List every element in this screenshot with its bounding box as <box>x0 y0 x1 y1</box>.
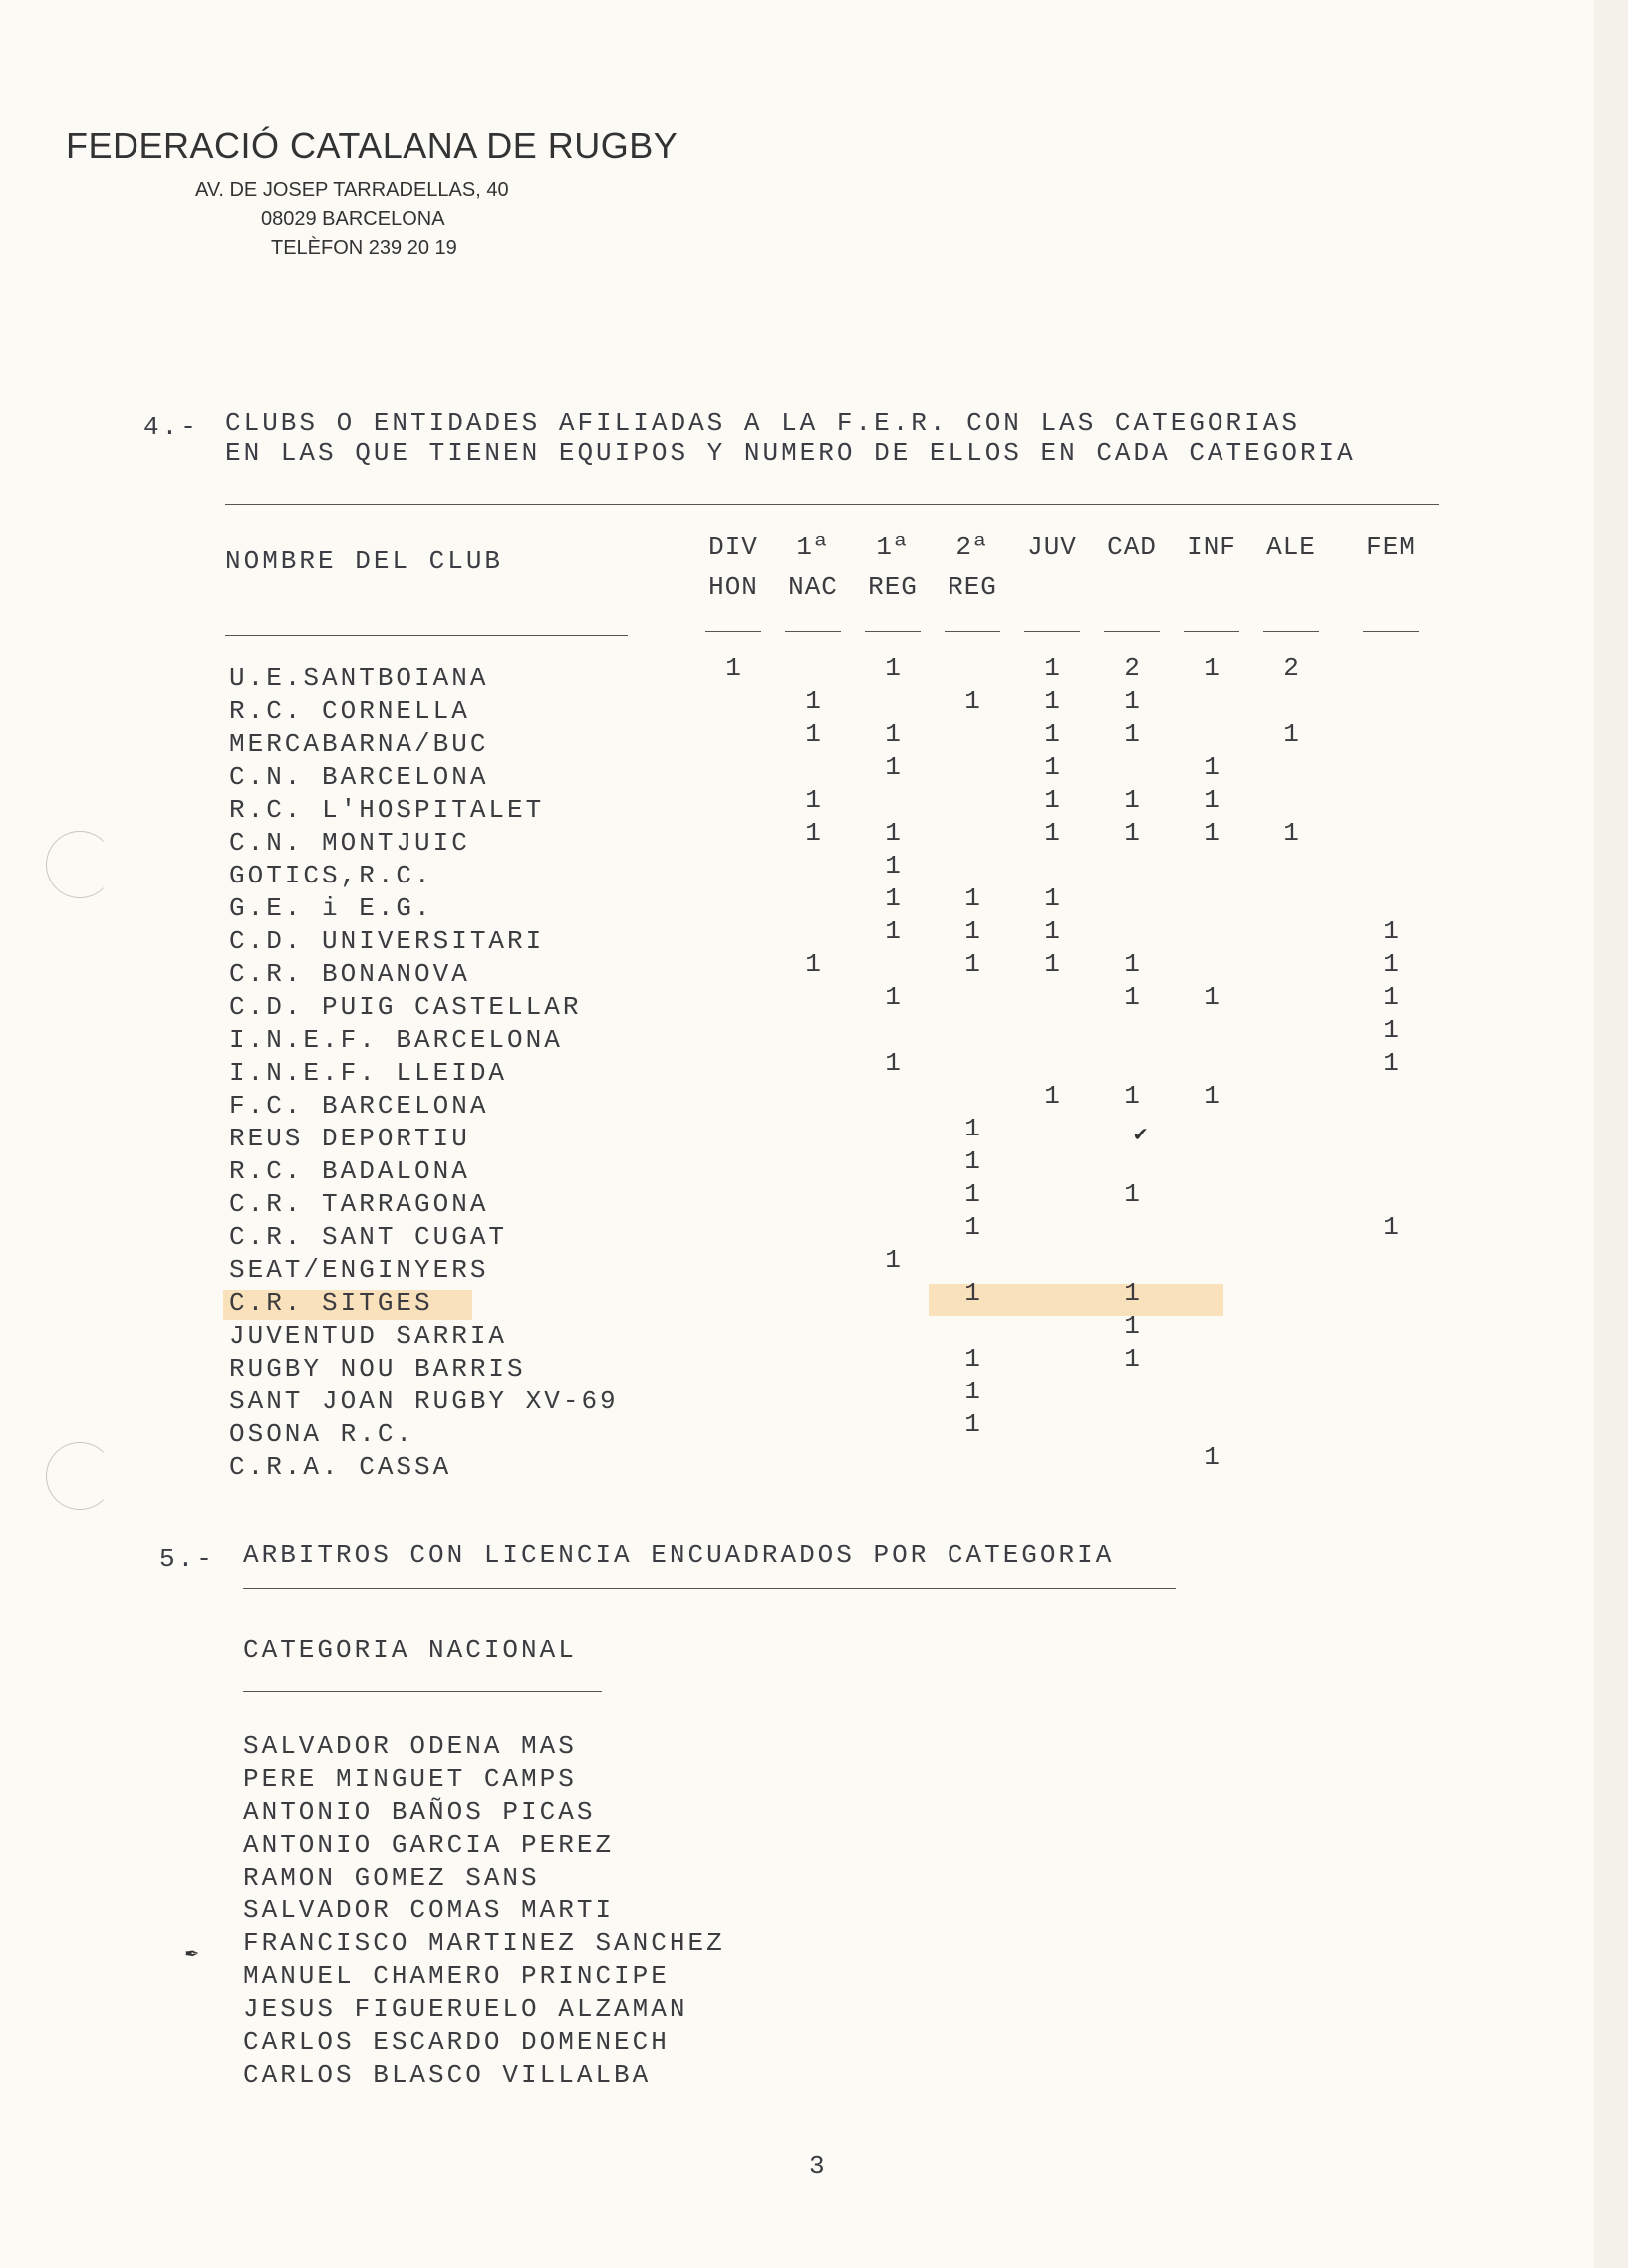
referee-name: PERE MINGUET CAMPS <box>243 1764 577 1794</box>
team-count: 1 <box>885 719 901 749</box>
team-count: 1 <box>805 686 821 716</box>
section5-number: 5.- <box>159 1544 215 1574</box>
club-name: SANT JOAN RUGBY XV-69 <box>229 1386 619 1416</box>
column-header-6-rule <box>1184 631 1239 632</box>
referee-category-rule <box>243 1691 602 1692</box>
team-count: 1 <box>1124 949 1140 979</box>
team-count: 1 <box>1383 1048 1399 1078</box>
team-count: 1 <box>1044 1081 1060 1111</box>
team-count: 1 <box>1044 719 1060 749</box>
team-count: 1 <box>1383 1015 1399 1045</box>
column-header-8-line1: FEM <box>1366 532 1416 562</box>
club-column-header: NOMBRE DEL CLUB <box>225 546 504 576</box>
team-count: 1 <box>1044 653 1060 683</box>
team-count: 1 <box>885 752 901 782</box>
club-header-rule <box>225 635 628 636</box>
team-count: 1 <box>1383 916 1399 946</box>
letterhead <box>66 126 678 260</box>
team-count: 1 <box>805 719 821 749</box>
ink-mark-icon: ✒ <box>185 1941 199 1966</box>
referee-category-title: CATEGORIA NACIONAL <box>243 1636 577 1665</box>
team-count: 1 <box>964 883 980 913</box>
column-header-7-line1: ALE <box>1266 532 1316 562</box>
club-name: C.R. TARRAGONA <box>229 1189 489 1219</box>
column-header-1-line2: NAC <box>788 572 838 602</box>
team-count: 1 <box>1124 1278 1140 1308</box>
club-name: C.R. SITGES <box>229 1288 433 1318</box>
referee-name: ANTONIO GARCIA PEREZ <box>243 1830 615 1860</box>
punch-hole-bottom <box>46 1442 114 1510</box>
team-count: 1 <box>1283 818 1299 848</box>
club-name: F.C. BARCELONA <box>229 1091 489 1121</box>
team-count: 1 <box>964 1114 980 1143</box>
column-header-3-rule <box>945 631 1000 632</box>
team-count: 1 <box>1204 982 1220 1012</box>
team-count: 1 <box>1124 818 1140 848</box>
team-count: 1 <box>964 1146 980 1176</box>
club-name: C.N. MONTJUIC <box>229 828 470 858</box>
team-count: 1 <box>1044 785 1060 815</box>
team-count: 1 <box>1124 1311 1140 1341</box>
referee-name: JESUS FIGUERUELO ALZAMAN <box>243 1994 688 2024</box>
column-header-2-rule <box>865 631 921 632</box>
club-name: REUS DEPORTIU <box>229 1124 470 1153</box>
tick-mark-icon: ✔ <box>1134 1123 1148 1147</box>
column-header-4-rule <box>1024 631 1080 632</box>
club-name: U.E.SANTBOIANA <box>229 663 489 693</box>
team-count: 1 <box>885 851 901 881</box>
referee-name: CARLOS BLASCO VILLALBA <box>243 2060 652 2090</box>
column-header-5-line1: CAD <box>1107 532 1157 562</box>
club-name: SEAT/ENGINYERS <box>229 1255 489 1285</box>
team-count: 1 <box>805 785 821 815</box>
team-count: 1 <box>1044 752 1060 782</box>
team-count: 1 <box>885 982 901 1012</box>
club-name: R.C. L'HOSPITALET <box>229 795 545 825</box>
team-count: 1 <box>1044 949 1060 979</box>
team-count: 1 <box>1124 1179 1140 1209</box>
team-count: 1 <box>964 1409 980 1439</box>
team-count: 1 <box>1044 818 1060 848</box>
team-count: 1 <box>1044 916 1060 946</box>
punch-hole-top <box>46 831 114 898</box>
section4-number: 4.- <box>143 412 199 442</box>
club-name: C.R. SANT CUGAT <box>229 1222 508 1252</box>
club-name: R.C. CORNELLA <box>229 696 470 726</box>
column-header-5-rule <box>1104 631 1160 632</box>
club-name: G.E. i E.G. <box>229 893 433 923</box>
referee-name: MANUEL CHAMERO PRINCIPE <box>243 1961 670 1991</box>
section5-title-rule <box>243 1588 1176 1589</box>
club-name: C.D. PUIG CASTELLAR <box>229 992 582 1022</box>
column-header-8-rule <box>1363 631 1419 632</box>
team-count: 1 <box>1204 1442 1220 1472</box>
team-count: 1 <box>885 1048 901 1078</box>
team-count: 1 <box>964 1344 980 1374</box>
team-count: 1 <box>1044 883 1060 913</box>
club-name: I.N.E.F. LLEIDA <box>229 1058 508 1088</box>
team-count: 1 <box>964 1179 980 1209</box>
column-header-6-line1: INF <box>1187 532 1236 562</box>
column-header-2-line2: REG <box>868 572 918 602</box>
team-count: 1 <box>1044 686 1060 716</box>
team-count: 1 <box>885 916 901 946</box>
team-count: 1 <box>1204 818 1220 848</box>
team-count: 1 <box>964 916 980 946</box>
column-header-1-rule <box>785 631 841 632</box>
team-count: 1 <box>1283 719 1299 749</box>
team-count: 1 <box>1124 1081 1140 1111</box>
column-header-0-rule <box>705 631 761 632</box>
column-header-2-line1: 1ª <box>876 532 910 562</box>
section4-title-line2: EN LAS QUE TIENEN EQUIPOS Y NUMERO DE ELLOS EN CADA CATEGORIA <box>225 438 1356 468</box>
team-count: 1 <box>1383 949 1399 979</box>
team-count: 2 <box>1283 653 1299 683</box>
referee-name: CARLOS ESCARDO DOMENECH <box>243 2027 670 2057</box>
referee-name: FRANCISCO MARTINEZ SANCHEZ <box>243 1928 725 1958</box>
club-name: MERCABARNA/BUC <box>229 729 489 759</box>
team-count: 1 <box>805 949 821 979</box>
team-count: 2 <box>1124 653 1140 683</box>
team-count: 1 <box>1124 719 1140 749</box>
club-name: GOTICS,R.C. <box>229 861 433 890</box>
referee-name: SALVADOR ODENA MAS <box>243 1731 577 1761</box>
federation-phone: TELÈFON 239 20 19 <box>271 237 457 259</box>
team-count: 1 <box>1383 1212 1399 1242</box>
team-count: 1 <box>1124 1344 1140 1374</box>
team-count: 1 <box>964 686 980 716</box>
referee-name: SALVADOR COMAS MARTI <box>243 1895 615 1925</box>
team-count: 1 <box>725 653 741 683</box>
column-header-7-rule <box>1263 631 1319 632</box>
club-name: OSONA R.C. <box>229 1419 415 1449</box>
referee-name: RAMON GOMEZ SANS <box>243 1863 540 1892</box>
team-count: 1 <box>1124 785 1140 815</box>
page-number: 3 <box>809 2151 825 2181</box>
club-name: C.R. BONANOVA <box>229 959 470 989</box>
team-count: 1 <box>964 1278 980 1308</box>
referee-name: ANTONIO BAÑOS PICAS <box>243 1797 596 1827</box>
column-header-0-line2: HON <box>708 572 758 602</box>
team-count: 1 <box>1204 785 1220 815</box>
column-header-0-line1: DIV <box>708 532 758 562</box>
team-count: 1 <box>885 653 901 683</box>
club-name: I.N.E.F. BARCELONA <box>229 1025 563 1055</box>
club-name: JUVENTUD SARRIA <box>229 1321 508 1351</box>
team-count: 1 <box>805 818 821 848</box>
club-name: R.C. BADALONA <box>229 1156 470 1186</box>
team-count: 1 <box>1204 653 1220 683</box>
column-header-1-line1: 1ª <box>796 532 830 562</box>
team-count: 1 <box>885 1245 901 1275</box>
team-count: 1 <box>885 818 901 848</box>
team-count: 1 <box>964 949 980 979</box>
federation-address: AV. DE JOSEP TARRADELLAS, 40 <box>195 179 509 201</box>
club-name: C.D. UNIVERSITARI <box>229 926 545 956</box>
team-count: 1 <box>885 883 901 913</box>
federation-name: FEDERACIÓ CATALANA DE RUGBY <box>66 126 678 166</box>
federation-city: 08029 BARCELONA <box>261 208 445 230</box>
team-count: 1 <box>1383 982 1399 1012</box>
section4-title-rule <box>225 504 1439 505</box>
team-count: 1 <box>1124 686 1140 716</box>
team-count: 1 <box>1124 982 1140 1012</box>
club-name: RUGBY NOU BARRIS <box>229 1354 526 1384</box>
column-header-4-line1: JUV <box>1027 532 1077 562</box>
team-count: 1 <box>1204 1081 1220 1111</box>
club-name: C.N. BARCELONA <box>229 762 489 792</box>
section5-title: ARBITROS CON LICENCIA ENCUADRADOS POR CATEGORIA <box>243 1540 1115 1570</box>
column-header-3-line2: REG <box>948 572 997 602</box>
column-header-3-line1: 2ª <box>955 532 989 562</box>
team-count: 1 <box>1204 752 1220 782</box>
club-name: C.R.A. CASSA <box>229 1452 452 1482</box>
team-count: 1 <box>964 1212 980 1242</box>
team-count: 1 <box>964 1377 980 1406</box>
section4-title-line1: CLUBS O ENTIDADES AFILIADAS A LA F.E.R. CON LAS CATEGORIAS <box>225 408 1300 438</box>
